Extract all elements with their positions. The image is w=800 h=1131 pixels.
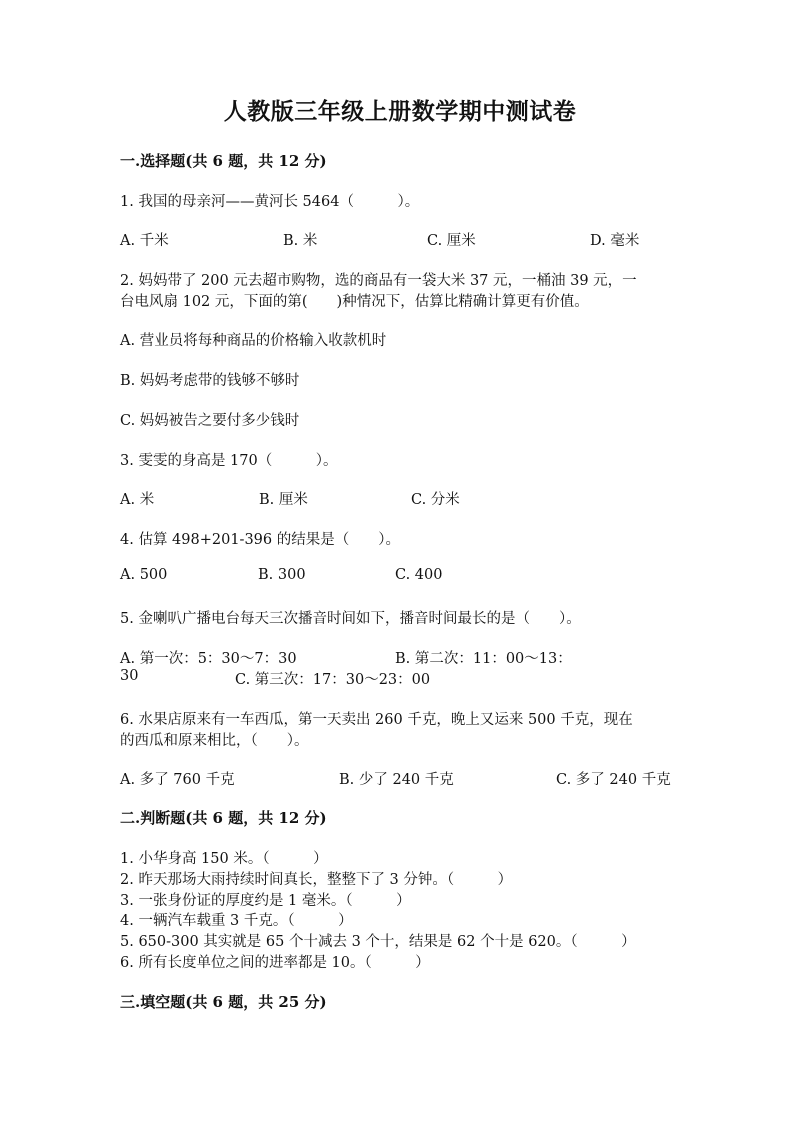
question-3: 3. 雯雯的身高是 170（ ）。 <box>120 453 338 469</box>
q1-option-c: C. 厘米 <box>427 233 476 249</box>
section-heading-fill: 三.填空题(共 6 题，共 25 分) <box>120 993 327 1011</box>
question-2-line-2: 台电风扇 102 元，下面的第( )种情况下，估算比精确计算更有价值。 <box>120 294 589 310</box>
question-5: 5. 金喇叭广播电台每天三次播音时间如下，播音时间最长的是（ ）。 <box>120 611 581 627</box>
question-2-line-1: 2. 妈妈带了 200 元去超市购物，选的商品有一袋大米 37 元，一桶油 39 元，一 <box>120 273 637 289</box>
q5-option-b-wrap: 30 <box>120 668 139 684</box>
judge-item-5: 5. 650-300 其实就是 65 个十减去 3 个十，结果是 62 个十是 620。（ ） <box>120 934 636 950</box>
judge-item-3: 3. 一张身份证的厚度约是 1 毫米。（ ） <box>120 893 411 909</box>
q6-option-c: C. 多了 240 千克 <box>556 772 671 788</box>
q6-option-b: B. 少了 240 千克 <box>339 772 454 788</box>
question-6-line-1: 6. 水果店原来有一车西瓜，第一天卖出 260 千克，晚上又运来 500 千克，现在 <box>120 712 633 728</box>
q1-option-b: B. 米 <box>283 233 318 249</box>
question-4: 4. 估算 498+201-396 的结果是（ ）。 <box>120 532 400 548</box>
q6-option-a: A. 多了 760 千克 <box>120 772 235 788</box>
section-heading-judge: 二.判断题(共 6 题，共 12 分) <box>120 809 327 827</box>
q4-option-a: A. 500 <box>120 567 168 583</box>
q1-option-a: A. 千米 <box>120 233 169 249</box>
judge-item-4: 4. 一辆汽车载重 3 千克。（ ） <box>120 913 353 929</box>
q2-option-b: B. 妈妈考虑带的钱够不够时 <box>120 373 300 389</box>
page-title: 人教版三年级上册数学期中测试卷 <box>223 98 577 125</box>
q4-option-c: C. 400 <box>395 567 443 583</box>
question-1: 1. 我国的母亲河——黄河长 5464（ ）。 <box>120 194 420 210</box>
q5-option-b: B. 第二次：11：00～13： <box>395 651 572 667</box>
q5-option-c: C. 第三次：17：30～23：00 <box>235 672 431 688</box>
judge-item-6: 6. 所有长度单位之间的进率都是 10。（ ） <box>120 955 430 971</box>
q4-option-b: B. 300 <box>258 567 306 583</box>
q1-option-d: D. 毫米 <box>590 233 640 249</box>
judge-item-1: 1. 小华身高 150 米。（ ） <box>120 851 328 867</box>
question-6-line-2: 的西瓜和原来相比，（ ）。 <box>120 733 309 749</box>
q2-option-c: C. 妈妈被告之要付多少钱时 <box>120 413 300 429</box>
q2-option-a: A. 营业员将每种商品的价格输入收款机时 <box>120 333 387 349</box>
q3-option-a: A. 米 <box>120 492 155 508</box>
q5-option-a: A. 第一次：5：30～7：30 <box>120 651 297 667</box>
q3-option-b: B. 厘米 <box>259 492 308 508</box>
q3-option-c: C. 分米 <box>411 492 460 508</box>
section-heading-choice: 一.选择题(共 6 题，共 12 分) <box>120 152 327 170</box>
judge-item-2: 2. 昨天那场大雨持续时间真长，整整下了 3 分钟。（ ） <box>120 872 513 888</box>
